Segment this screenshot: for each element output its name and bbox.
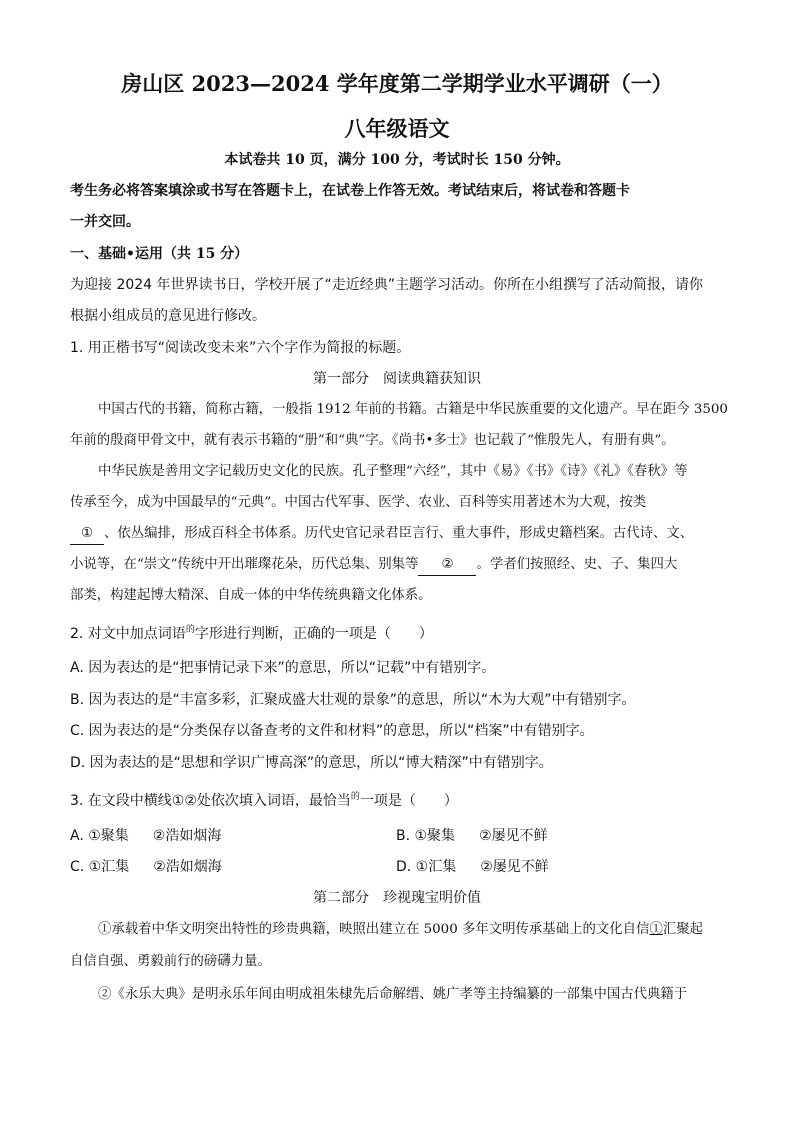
- exam-subtitle: 八年级语文: [344, 116, 450, 141]
- question-2-dot: 的: [185, 625, 195, 635]
- passage-p2-line-4-a: 小说等，在“崇文”传统中开出璀璨花朵，历代总集、别集等: [70, 557, 419, 572]
- exam-title: 房山区 2023—2024 学年度第二学期学业水平调研（一）: [121, 71, 673, 96]
- instructions-line-1: 考生务必将答案填涂或书写在答题卡上，在试卷上作答无效。考试结束后，将试卷和答题卡: [70, 183, 630, 199]
- q2-option-a: A. 因为表达的是“把事情记录下来”的意思，所以“记载”中有错别字。: [70, 660, 496, 676]
- q3-option-c-word-1: C. ①汇集: [70, 859, 130, 875]
- passage-p2-line-4: [70, 555, 730, 576]
- q3-option-d-word-1: D. ①汇集: [396, 859, 457, 875]
- question-3-text-a: 3. 在文段中横线①②处依次填入词语，最恰当: [70, 793, 351, 809]
- passage-p2-line-4-b: 。学者们按照经、史、子、集四大: [476, 557, 678, 572]
- blank-1: ①: [70, 524, 104, 545]
- passage-p2-line-5: 部类，构建起博大精深、自成一体的中华传统典籍文化体系。: [70, 588, 432, 603]
- q3-option-d-word-2: ②屡见不鲜: [480, 859, 549, 875]
- question-1: 1. 用正楷书写“阅读改变未来”六个字作为简报的标题。: [70, 340, 411, 356]
- passage-p4-line-1: ②《永乐大典》是明永乐年间由明成祖朱棣先后命解缙、姚广孝等主持编纂的一部集中国古代典籍于: [98, 987, 688, 1002]
- section-heading: 一、基础•运用（共 15 分）: [70, 246, 249, 262]
- instructions-line-2: 一并交回。: [70, 214, 140, 230]
- q3-option-a-word-2: ②浩如烟海: [152, 828, 222, 844]
- question-3-dot: 的: [350, 792, 360, 802]
- intro-line-1: 为迎接 2024 年世界读书日，学校开展了“走近经典”主题学习活动。你所在小组撰写了活动简报，请你: [70, 277, 704, 293]
- q3-option-b: [396, 826, 548, 846]
- exam-info: 本试卷共 10 页，满分 100 分，考试时长 150 分钟。: [224, 152, 570, 168]
- q2-option-b: B. 因为表达的是“丰富多彩，汇聚成盛大壮观的景象”的意思，所以“木为大观”中有错别字。: [70, 692, 636, 708]
- passage-p3-mark: ①: [649, 922, 663, 937]
- q2-option-c: C. 因为表达的是“分类保存以备查考的文件和材料”的意思，所以“档案”中有错别字。: [70, 723, 594, 739]
- blank-2: ②: [418, 555, 476, 576]
- q3-option-c-word-2: ②浩如烟海: [153, 859, 222, 875]
- passage-p2-line-2: 传承至今，成为中国最早的“元典”。中国古代军事、医学、农业、百科等实用著述木为大观，按类: [70, 495, 647, 510]
- part2-title: 第二部分 珍视瑰宝明价值: [313, 890, 481, 906]
- passage-p1-line-1: 中国古代的书籍，简称古籍，一般指 1912 年前的书籍。古籍是中华民族重要的文化遗产。早在距今 3500: [98, 402, 728, 417]
- passage-p3-line-1-a: ①承载着中华文明突出特性的珍贵典籍，映照出建立在 5000 多年文明传承基础上的文化自信: [98, 922, 650, 937]
- intro-line-2: 根据小组成员的意见进行修改。: [70, 308, 266, 324]
- passage-p1-line-2: 年前的殷商甲骨文中，就有表示书籍的“册”和“典”字。《尚书•多士》也记载了“惟殷先人，有册有典”。: [70, 433, 675, 448]
- q2-option-d: D. 因为表达的是“思想和学识广博高深”的意思，所以“博大精深”中有错别字。: [70, 755, 553, 771]
- passage-p2-line-1: 中华民族是善用文字记载历史文化的民族。孔子整理“六经”，其中《易》《书》《诗》《礼》《春秋》等: [98, 464, 688, 479]
- q3-option-a-word-1: A. ①聚集: [70, 828, 129, 844]
- q3-option-b-word-1: B. ①聚集: [396, 828, 456, 844]
- passage-p2-line-3: [70, 524, 730, 545]
- part1-title: 第一部分 阅读典籍获知识: [313, 371, 481, 387]
- question-3-text-b: 一项是（ ）: [359, 793, 458, 809]
- passage-p3-line-2: 自信自强、勇毅前行的磅礴力量。: [70, 954, 271, 969]
- passage-p3-line-1: [98, 920, 758, 940]
- question-3: [70, 791, 730, 813]
- passage-p2-line-3-text: 、依丛编排，形成百科全书体系。历代史官记录君臣言行、重大事件，形成史籍档案。古代诗、文、: [104, 526, 694, 541]
- question-2: [70, 624, 730, 646]
- passage-p3-line-1-b: 汇聚起: [662, 922, 703, 937]
- question-2-text-a: 2. 对文中加点词语: [70, 626, 186, 642]
- q3-option-b-word-2: ②屡见不鲜: [479, 828, 548, 844]
- q3-option-d: [396, 857, 549, 877]
- question-2-text-b: 字形进行判断，正确的一项是（ ）: [194, 626, 433, 642]
